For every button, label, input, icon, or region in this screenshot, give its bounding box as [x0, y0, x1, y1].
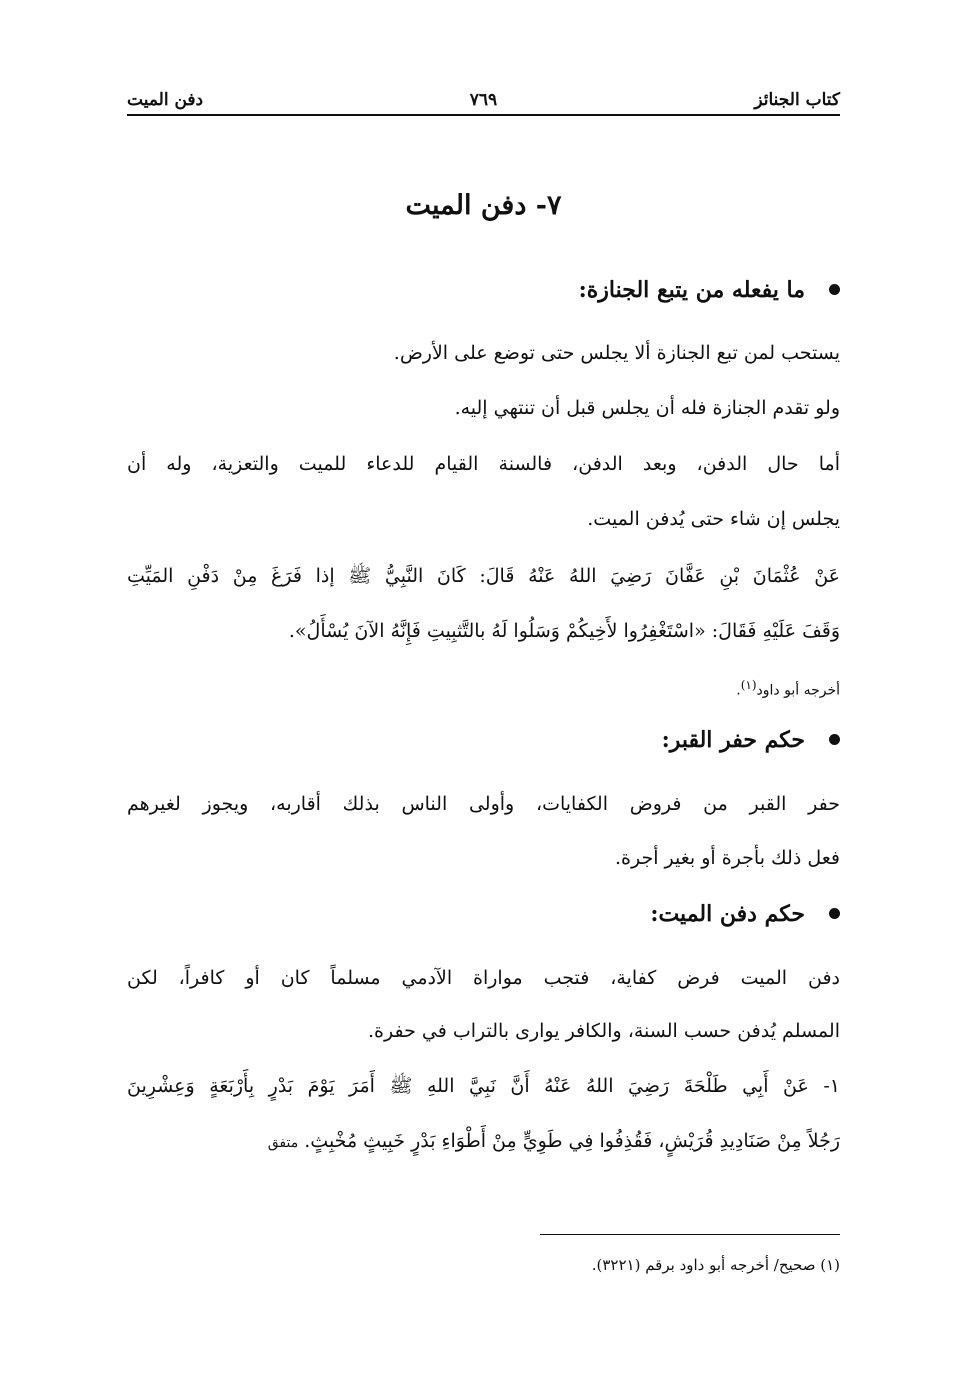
section-heading-digging-grave	[127, 722, 840, 758]
header-page-number: ٧٦٩	[469, 90, 498, 110]
paragraph-line: دفن الميت فرض كفاية، فتجب مواراة الآدمي مسلماً كان أو كافراً، لكن	[127, 967, 840, 989]
paragraph-line: يستحب لمن تبع الجنازة ألا يجلس حتى توضع على الأرض.	[393, 342, 840, 364]
header-section-title: دفن الميت	[127, 90, 204, 110]
hadith-grade: متفق	[267, 1135, 299, 1151]
footnote-divider	[540, 1234, 840, 1235]
header-book-title: كتاب الجنائز	[754, 90, 840, 110]
paragraph-line: ولو تقدم الجنازة فله أن يجلس قبل أن تنتهي إليه.	[454, 397, 840, 419]
source-end: .	[736, 682, 741, 699]
source-text: أخرجه أبو داود	[756, 682, 840, 699]
running-header	[127, 88, 840, 112]
header-divider	[127, 114, 840, 116]
section-heading-burying-dead	[127, 896, 840, 932]
paragraph-line: فعل ذلك بأجرة أو بغير أجرة.	[615, 847, 840, 869]
hadith-line: وَقَفَ عَلَيْهِ فَقَالَ: «اسْتَغْفِرُوا لأَخِيكُمْ وَسَلُوا لَهُ بالتَّثبِيتِ فَإِنَّهُ الآنَ يُسْأَلُ».	[288, 620, 840, 642]
bullet-icon	[829, 284, 840, 295]
bullet-icon	[829, 734, 840, 745]
hadith-line	[127, 1123, 840, 1161]
bullet-icon	[829, 908, 840, 919]
heading-text: ما يفعله من يتبع الجنازة:	[578, 277, 805, 303]
hadith-source	[127, 667, 840, 709]
hadith-line: عَنْ عُثْمَانَ بْنِ عَفَّانَ رَضِيَ اللهُ عَنْهُ قَالَ: كَانَ النَّبِيُّ ﷺ إذا فَرَغَ مِنْ دَفْنِ المَيِّتِ	[127, 565, 840, 587]
paragraph-line: المسلم يُدفن حسب السنة، والكافر يوارى بالتراب في حفرة.	[367, 1020, 840, 1042]
paragraph-line: يجلس إن شاء حتى يُدفن الميت.	[587, 508, 840, 530]
paragraph-line: حفر القبر من فروض الكفايات، وأولى الناس بذلك أقاربه، ويجوز لغيرهم	[127, 793, 840, 815]
hadith-line: ١- عَنْ أَبِي طَلْحَةَ رَضِيَ اللهُ عَنْهُ أَنَّ نَبِيَّ اللهِ ﷺ أَمَرَ يَوْمَ بَدْرٍ بِأَرْبَعَةٍ وَعِشْرِينَ	[127, 1075, 840, 1097]
section-heading-following-funeral	[127, 272, 840, 308]
paragraph-line: أما حال الدفن، وبعد الدفن، فالسنة القيام للدعاء للميت والتعزية، وله أن	[127, 453, 840, 475]
heading-text: حكم حفر القبر:	[661, 727, 805, 753]
heading-text: حكم دفن الميت:	[650, 901, 805, 927]
footnote: (١) صحيح/ أخرجه أبو داود برقم (٣٢٢١).	[591, 1256, 840, 1274]
chapter-title: ٧- دفن الميت	[405, 190, 562, 221]
footnote-ref: (١)	[740, 678, 757, 692]
hadith-text: رَجُلاً مِنْ صَنَادِيدِ قُرَيْشٍ، فَقُذِفُوا فِي طَوِيٍّ مِنْ أَطْوَاءِ بَدْرٍ خَبِيثٍ مُخْبِثٍ.	[304, 1130, 840, 1152]
